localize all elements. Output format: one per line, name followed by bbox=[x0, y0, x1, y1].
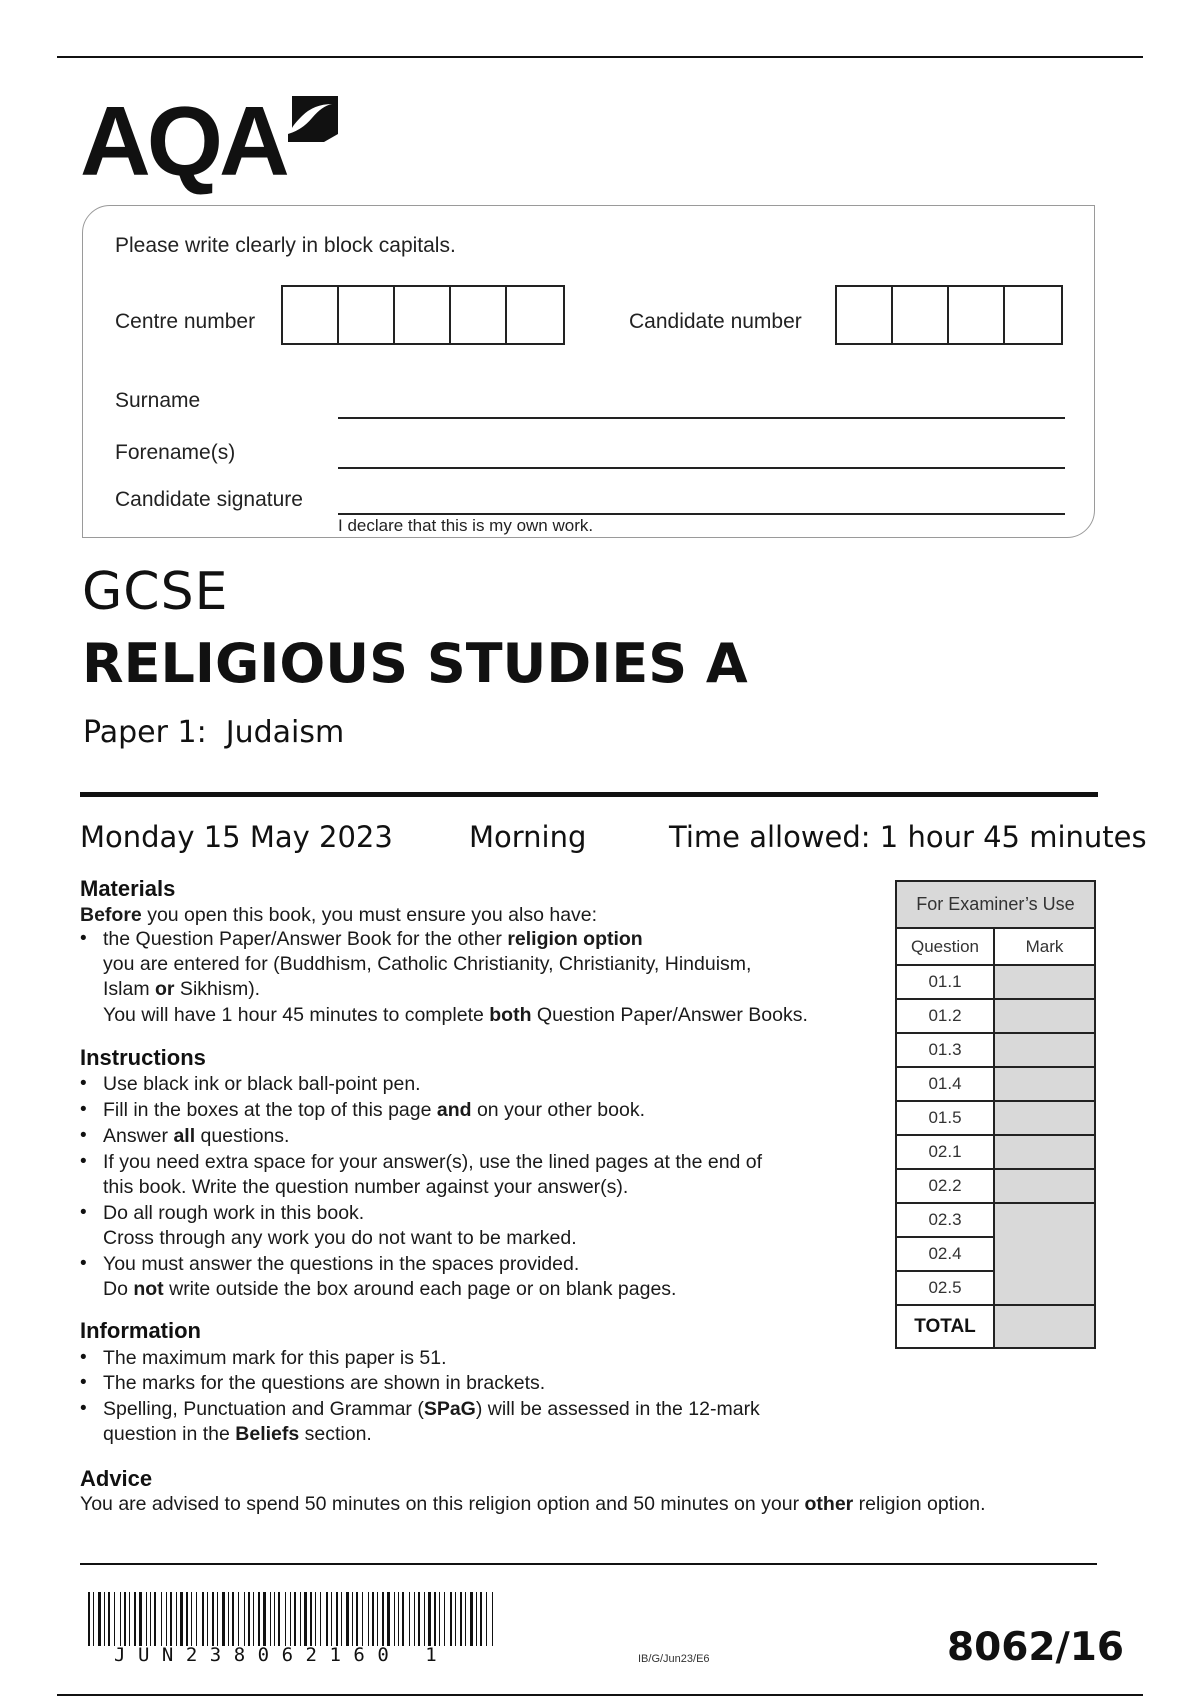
centre-number-label: Centre number bbox=[115, 310, 256, 333]
bullet-icon: • bbox=[80, 1125, 87, 1146]
instruction-item-line: Cross through any work you do not want to be marked. bbox=[103, 1227, 577, 1249]
signature-label: Candidate signature bbox=[115, 488, 303, 511]
bullet-icon: • bbox=[80, 1202, 87, 1223]
question-number: 02.4 bbox=[896, 1237, 994, 1271]
instruction-item: You must answer the questions in the spaces provided. bbox=[103, 1253, 580, 1275]
information-item: Spelling, Punctuation and Grammar (SPaG) will be assessed in the 12-mark bbox=[103, 1398, 760, 1420]
materials-item: the Question Paper/Answer Book for the other religion option bbox=[103, 928, 643, 950]
advice-text: You are advised to spend 50 minutes on this religion option and 50 minutes on your other religion option. bbox=[80, 1493, 986, 1515]
qualification-title: GCSE bbox=[82, 562, 229, 622]
question-number: 02.5 bbox=[896, 1271, 994, 1305]
information-heading: Information bbox=[80, 1318, 201, 1343]
surname-field[interactable] bbox=[338, 417, 1065, 419]
question-number: 02.3 bbox=[896, 1203, 994, 1237]
advice-heading: Advice bbox=[80, 1466, 153, 1491]
instruction-item: Answer all questions. bbox=[103, 1125, 290, 1147]
mark-cell bbox=[994, 1033, 1095, 1067]
bullet-icon: • bbox=[80, 1372, 87, 1393]
total-mark-cell bbox=[994, 1305, 1095, 1348]
forename-field[interactable] bbox=[338, 467, 1065, 469]
mark-cell bbox=[994, 1135, 1095, 1169]
candidate-number-digit[interactable] bbox=[949, 287, 1005, 343]
candidate-details-box bbox=[82, 205, 1095, 538]
question-number: 01.5 bbox=[896, 1101, 994, 1135]
centre-number-digit[interactable] bbox=[451, 287, 507, 343]
materials-item-line: Islam or Sikhism). bbox=[103, 978, 261, 1000]
barcode-icon bbox=[88, 1592, 496, 1646]
instruction-item: If you need extra space for your answer(s), use the lined pages at the end of bbox=[103, 1151, 763, 1173]
instruction-item: Fill in the boxes at the top of this page and on your other book. bbox=[103, 1099, 645, 1121]
bullet-icon: • bbox=[80, 1253, 87, 1274]
bullet-icon: • bbox=[80, 1151, 87, 1172]
candidate-number-digit[interactable] bbox=[893, 287, 949, 343]
mark-cell bbox=[994, 999, 1095, 1033]
materials-intro: Before you open this book, you must ensure you also have: bbox=[80, 904, 598, 926]
declaration-text: I declare that this is my own work. bbox=[338, 516, 594, 535]
forename-label: Forename(s) bbox=[115, 441, 236, 464]
bottom-rule bbox=[57, 1694, 1143, 1696]
instruction-item: Use black ink or black ball-point pen. bbox=[103, 1073, 421, 1095]
mark-cell bbox=[994, 1169, 1095, 1203]
question-number: 01.2 bbox=[896, 999, 994, 1033]
footer-rule bbox=[80, 1563, 1097, 1565]
mark-cell bbox=[994, 1067, 1095, 1101]
mark-cell-merged bbox=[994, 1203, 1095, 1305]
bullet-icon: • bbox=[80, 928, 87, 949]
surname-label: Surname bbox=[115, 389, 201, 412]
centre-number-digit[interactable] bbox=[395, 287, 451, 343]
bullet-icon: • bbox=[80, 1099, 87, 1120]
barcode-digits: JUN238062160 1 bbox=[114, 1644, 450, 1666]
question-number: 02.1 bbox=[896, 1135, 994, 1169]
bullet-icon: • bbox=[80, 1398, 87, 1419]
aqa-logo: AQA bbox=[80, 86, 286, 196]
bullet-icon: • bbox=[80, 1347, 87, 1368]
paper-code: 8062/16 bbox=[947, 1625, 1125, 1670]
information-item: The marks for the questions are shown in brackets. bbox=[103, 1372, 546, 1394]
exam-date: Monday 15 May 2023 bbox=[80, 820, 393, 854]
information-item-line: question in the Beliefs section. bbox=[103, 1423, 372, 1445]
bullet-icon: • bbox=[80, 1073, 87, 1094]
instruction-item: Do all rough work in this book. bbox=[103, 1202, 365, 1224]
candidate-number-label: Candidate number bbox=[629, 310, 802, 333]
aqa-logo-mark-icon bbox=[284, 90, 340, 148]
materials-heading: Materials bbox=[80, 876, 176, 901]
paper-reference: IB/G/Jun23/E6 bbox=[638, 1653, 710, 1665]
block-capitals-instruction: Please write clearly in block capitals. bbox=[115, 234, 456, 257]
question-number: 01.1 bbox=[896, 965, 994, 999]
candidate-number-digit[interactable] bbox=[1005, 287, 1061, 343]
question-number: 01.4 bbox=[896, 1067, 994, 1101]
mark-cell bbox=[994, 1101, 1095, 1135]
candidate-number-digit[interactable] bbox=[837, 287, 893, 343]
examiner-use-table bbox=[895, 880, 1096, 1349]
materials-item-line: You will have 1 hour 45 minutes to complete both Question Paper/Answer Books. bbox=[103, 1004, 808, 1026]
instruction-item-line: this book. Write the question number against your answer(s). bbox=[103, 1176, 629, 1198]
question-number: 01.3 bbox=[896, 1033, 994, 1067]
centre-number-digit[interactable] bbox=[339, 287, 395, 343]
signature-field[interactable] bbox=[338, 513, 1065, 515]
centre-number-boxes[interactable] bbox=[281, 285, 565, 345]
paper-title: Paper 1: Judaism bbox=[83, 715, 345, 750]
top-rule bbox=[57, 56, 1143, 58]
examiner-table-title: For Examiner’s Use bbox=[896, 881, 1095, 928]
title-rule bbox=[80, 792, 1098, 797]
instruction-item-line: Do not write outside the box around each page or on blank pages. bbox=[103, 1278, 677, 1300]
time-allowed: Time allowed: 1 hour 45 minutes bbox=[669, 820, 1147, 854]
question-number: 02.2 bbox=[896, 1169, 994, 1203]
centre-number-digit[interactable] bbox=[283, 287, 339, 343]
mark-column-header: Mark bbox=[994, 928, 1095, 965]
exam-session: Morning bbox=[469, 820, 587, 854]
instructions-heading: Instructions bbox=[80, 1045, 206, 1070]
candidate-number-boxes[interactable] bbox=[835, 285, 1063, 345]
question-column-header: Question bbox=[896, 928, 994, 965]
total-label: TOTAL bbox=[896, 1305, 994, 1348]
subject-title: RELIGIOUS STUDIES A bbox=[82, 632, 748, 695]
information-item: The maximum mark for this paper is 51. bbox=[103, 1347, 447, 1369]
mark-cell bbox=[994, 965, 1095, 999]
centre-number-digit[interactable] bbox=[507, 287, 563, 343]
materials-item-line: you are entered for (Buddhism, Catholic Christianity, Christianity, Hinduism, bbox=[103, 953, 752, 975]
